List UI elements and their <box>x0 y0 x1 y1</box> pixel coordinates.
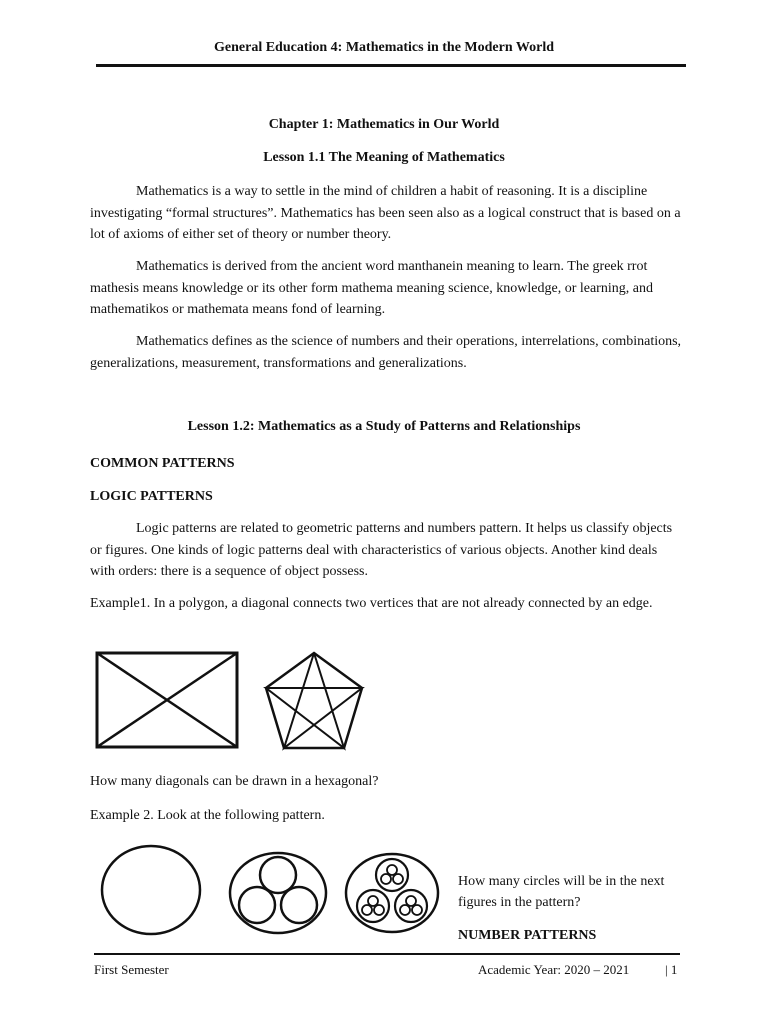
footer-semester: First Semester <box>94 962 169 977</box>
example-2-text: Example 2. Look at the following pattern. <box>90 808 325 823</box>
circle-pattern-figure <box>96 840 441 940</box>
footer-page-number: | 1 <box>665 962 678 977</box>
number-patterns-heading: NUMBER PATTERNS <box>458 928 597 943</box>
logic-patterns-heading: LOGIC PATTERNS <box>90 489 213 504</box>
paragraph-definition: Mathematics is a way to settle in the mind of children a habit of reasoning. It is a discipline investigating “formal structures”. Mathematics has been seen also as a logical construct that is based on a lot of axioms of either set of theory or number theory. <box>90 184 681 242</box>
question-hexagon: How many diagonals can be drawn in a hexagonal? <box>90 774 379 789</box>
lesson-1-2-title: Lesson 1.2: Mathematics as a Study of Patterns and Relationships <box>187 419 581 434</box>
example-1-text: Example1. In a polygon, a diagonal connects two vertices that are not already connected by an edge. <box>90 596 653 611</box>
header-rule <box>96 64 686 67</box>
document-header-title: General Education 4: Mathematics in the Modern World <box>214 40 554 55</box>
footer-rule <box>94 953 680 955</box>
square-diagonals-figure <box>94 650 240 750</box>
paragraph-etymology: Mathematics is derived from the ancient word manthanein meaning to learn. The greek rrot mathesis means knowledge or its other form mathema meaning science, knowledge, or learning, and mathematikos or mathemata means fond of learning. <box>90 259 653 317</box>
paragraph-science-of-numbers: Mathematics defines as the science of numbers and their operations, interrelations, combinations, generalizations, measurement, transformations and generalizations. <box>90 334 682 371</box>
question-circles: How many circles will be in the next figures in the pattern? <box>458 874 665 910</box>
common-patterns-heading: COMMON PATTERNS <box>90 456 235 471</box>
pentagon-diagonals-figure <box>262 650 366 752</box>
paragraph-logic-patterns: Logic patterns are related to geometric patterns and numbers pattern. It helps us classify objects or figures. One kinds of logic patterns deal with characteristics of various objects. Another kind deals with orders: there is a sequence of object possess. <box>90 521 673 579</box>
chapter-title: Chapter 1: Mathematics in Our World <box>268 117 500 132</box>
footer-academic-year: Academic Year: 2020 – 2021 <box>478 962 630 977</box>
lesson-1-1-title: Lesson 1.1 The Meaning of Mathematics <box>263 150 505 165</box>
